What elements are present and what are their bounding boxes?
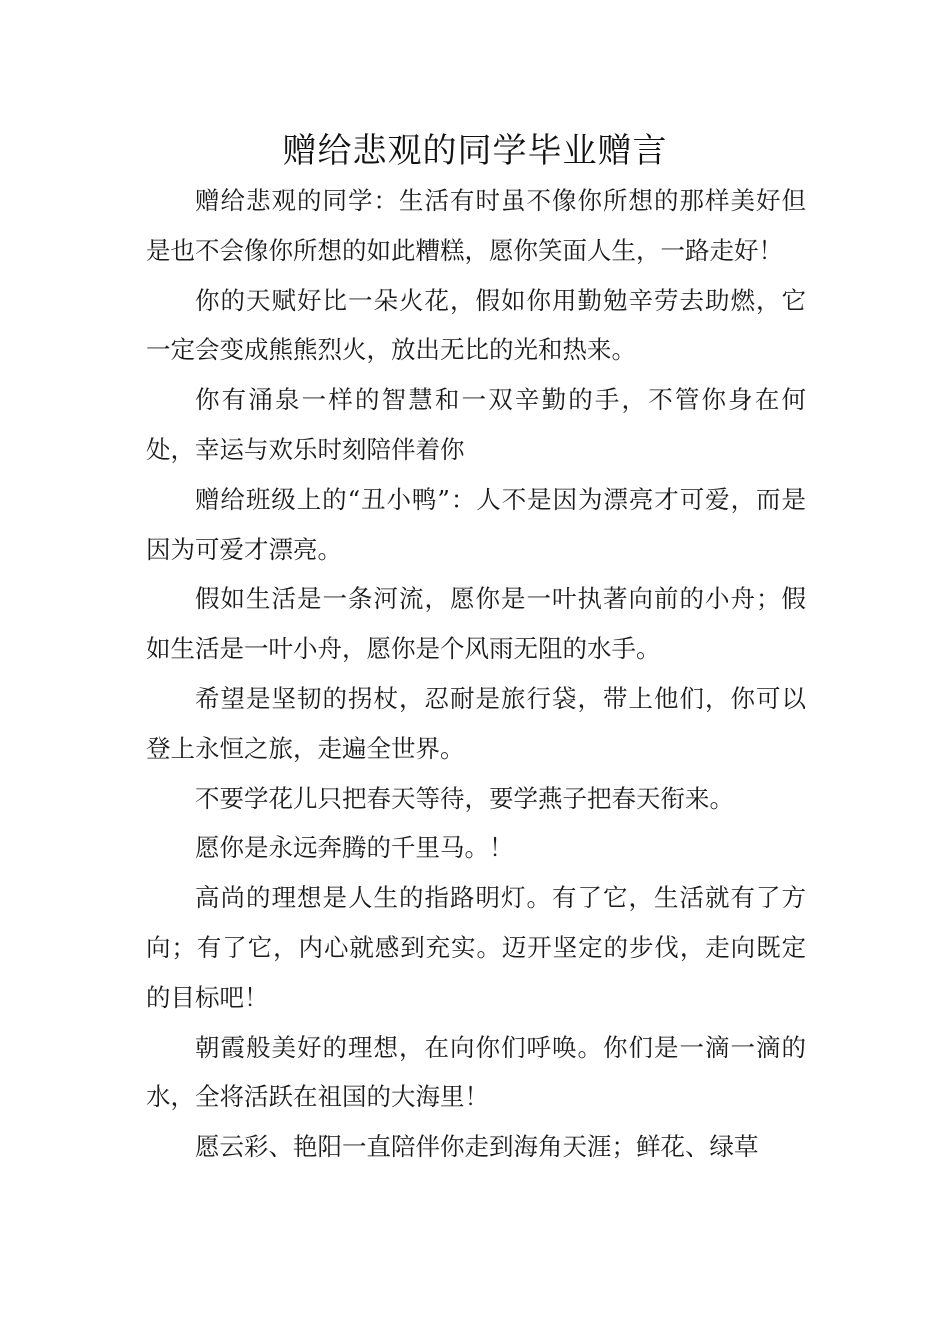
paragraph: 赠给悲观的同学：生活有时虽不像你所想的那样美好但是也不会像你所想的如此糟糕，愿你笑面人生，一路走好！ (146, 186, 806, 265)
paragraph: 赠给班级上的“丑小鸭”：人不是因为漂亮才可爱，而是因为可爱才漂亮。 (146, 484, 806, 564)
paragraph: 假如生活是一条河流，愿你是一叶执著向前的小舟；假如生活是一叶小舟，愿你是个风雨无阻的水手。 (146, 584, 806, 664)
paragraph: 高尚的理想是人生的指路明灯。有了它，生活就有了方向；有了它，内心就感到充实。迈开坚定的步伐，走向既定的目标吧！ (146, 883, 806, 1012)
paragraph: 你的天赋好比一朵火花，假如你用勤勉辛劳去助燃，它一定会变成熊熊烈火，放出无比的光和热来。 (146, 285, 806, 365)
paragraph: 你有涌泉一样的智慧和一双辛勤的手，不管你身在何处，幸运与欢乐时刻陪伴着你 (146, 385, 806, 464)
paragraph: 不要学花儿只把春天等待，要学燕子把春天衔来。 (195, 783, 734, 813)
paragraph: 愿云彩、艳阳一直陪伴你走到海角天涯；鲜花、绿草 (195, 1132, 759, 1162)
paragraph: 朝霞般美好的理想，在向你们呼唤。你们是一滴一滴的水，全将活跃在祖国的大海里！ (146, 1032, 806, 1112)
paragraph: 希望是坚韧的拐杖，忍耐是旅行袋，带上他们，你可以登上永恒之旅，走遍全世界。 (146, 683, 806, 763)
paragraph: 愿你是永远奔腾的千里马。！ (195, 833, 514, 863)
document-title: 赠给悲观的同学毕业赠言 (282, 131, 668, 171)
document-body (146, 176, 806, 1172)
